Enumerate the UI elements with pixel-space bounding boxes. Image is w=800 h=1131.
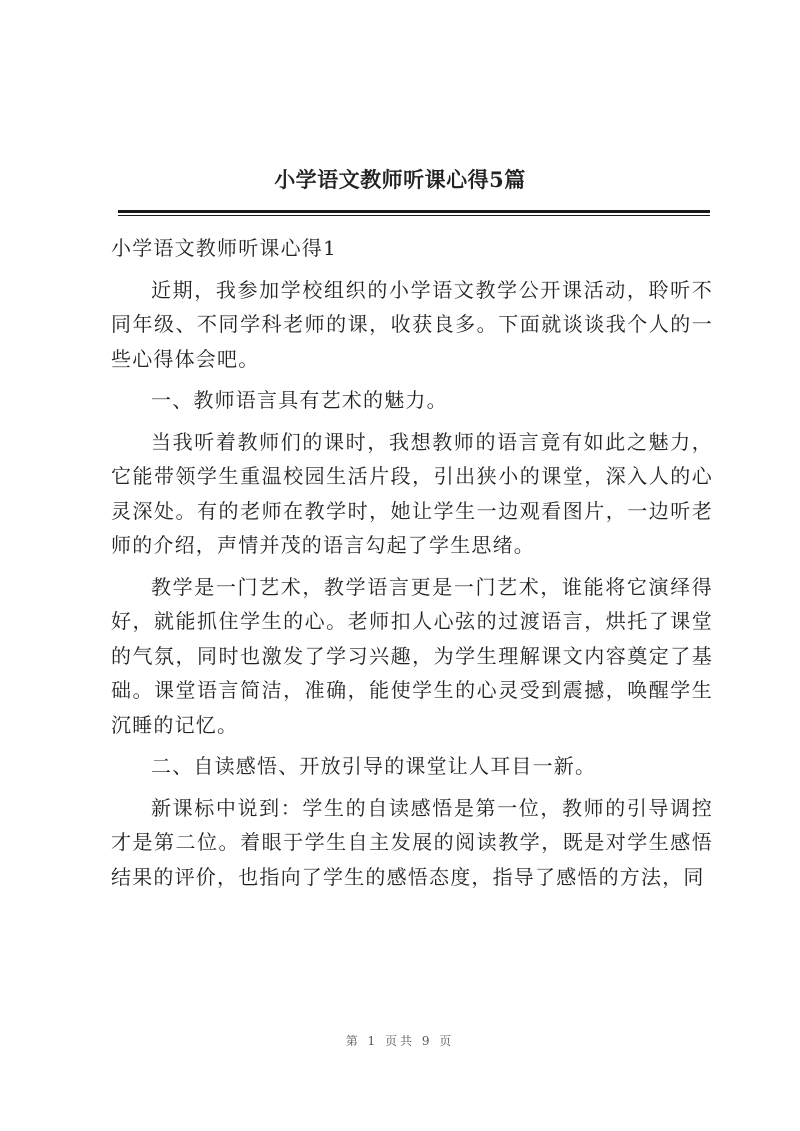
paragraph-point-two: 二、自读感悟、开放引导的课堂让人耳目一新。 — [151, 754, 597, 778]
paragraph-new-curriculum: 新课标中说到：学生的自读感悟是第一位，教师的引导调控才是第二位。着眼于学生自主发展的阅读教学，既是对学生感悟结果的评价，也指向了学生的感悟态度，指导了感悟的方法，同 — [111, 795, 713, 889]
paragraph-point-one: 一、教师语言具有艺术的魅力。 — [151, 388, 448, 412]
paragraph-intro: 近期，我参加学校组织的小学语文教学公开课活动，聆听不同年级、不同学科老师的课，收获良多。下面就谈谈我个人的一些心得体会吧。 — [111, 277, 713, 371]
paragraph-teacher-language: 当我听着教师们的课时，我想教师的语言竟有如此之魅力，它能带领学生重温校园生活片段，引出狭小的课堂，深入人的心灵深处。有的老师在教学时，她让学生一边观看图片，一边听老师的介绍，声情并茂的语言勾起了学生思绪。 — [111, 429, 713, 557]
page-number-footer: 第 1 页共 9 页 — [345, 1034, 455, 1048]
document-title: 小学语文教师听课心得5篇 — [274, 167, 526, 192]
paragraph-teaching-art: 教学是一门艺术，教学语言更是一门艺术，谁能将它演绎得好，就能抓住学生的心。老师扣人心弦的过渡语言，烘托了课堂的气氛，同时也激发了学习兴趣，为学生理解课文内容奠定了基础。课堂语言简洁，准确，能使学生的心灵受到震撼，唤醒学生沉睡的记忆。 — [111, 574, 713, 737]
document-body — [111, 231, 713, 901]
title-divider-thin — [118, 215, 710, 216]
section-heading: 小学语文教师听课心得1 — [111, 236, 337, 260]
title-divider-thick — [118, 210, 710, 213]
